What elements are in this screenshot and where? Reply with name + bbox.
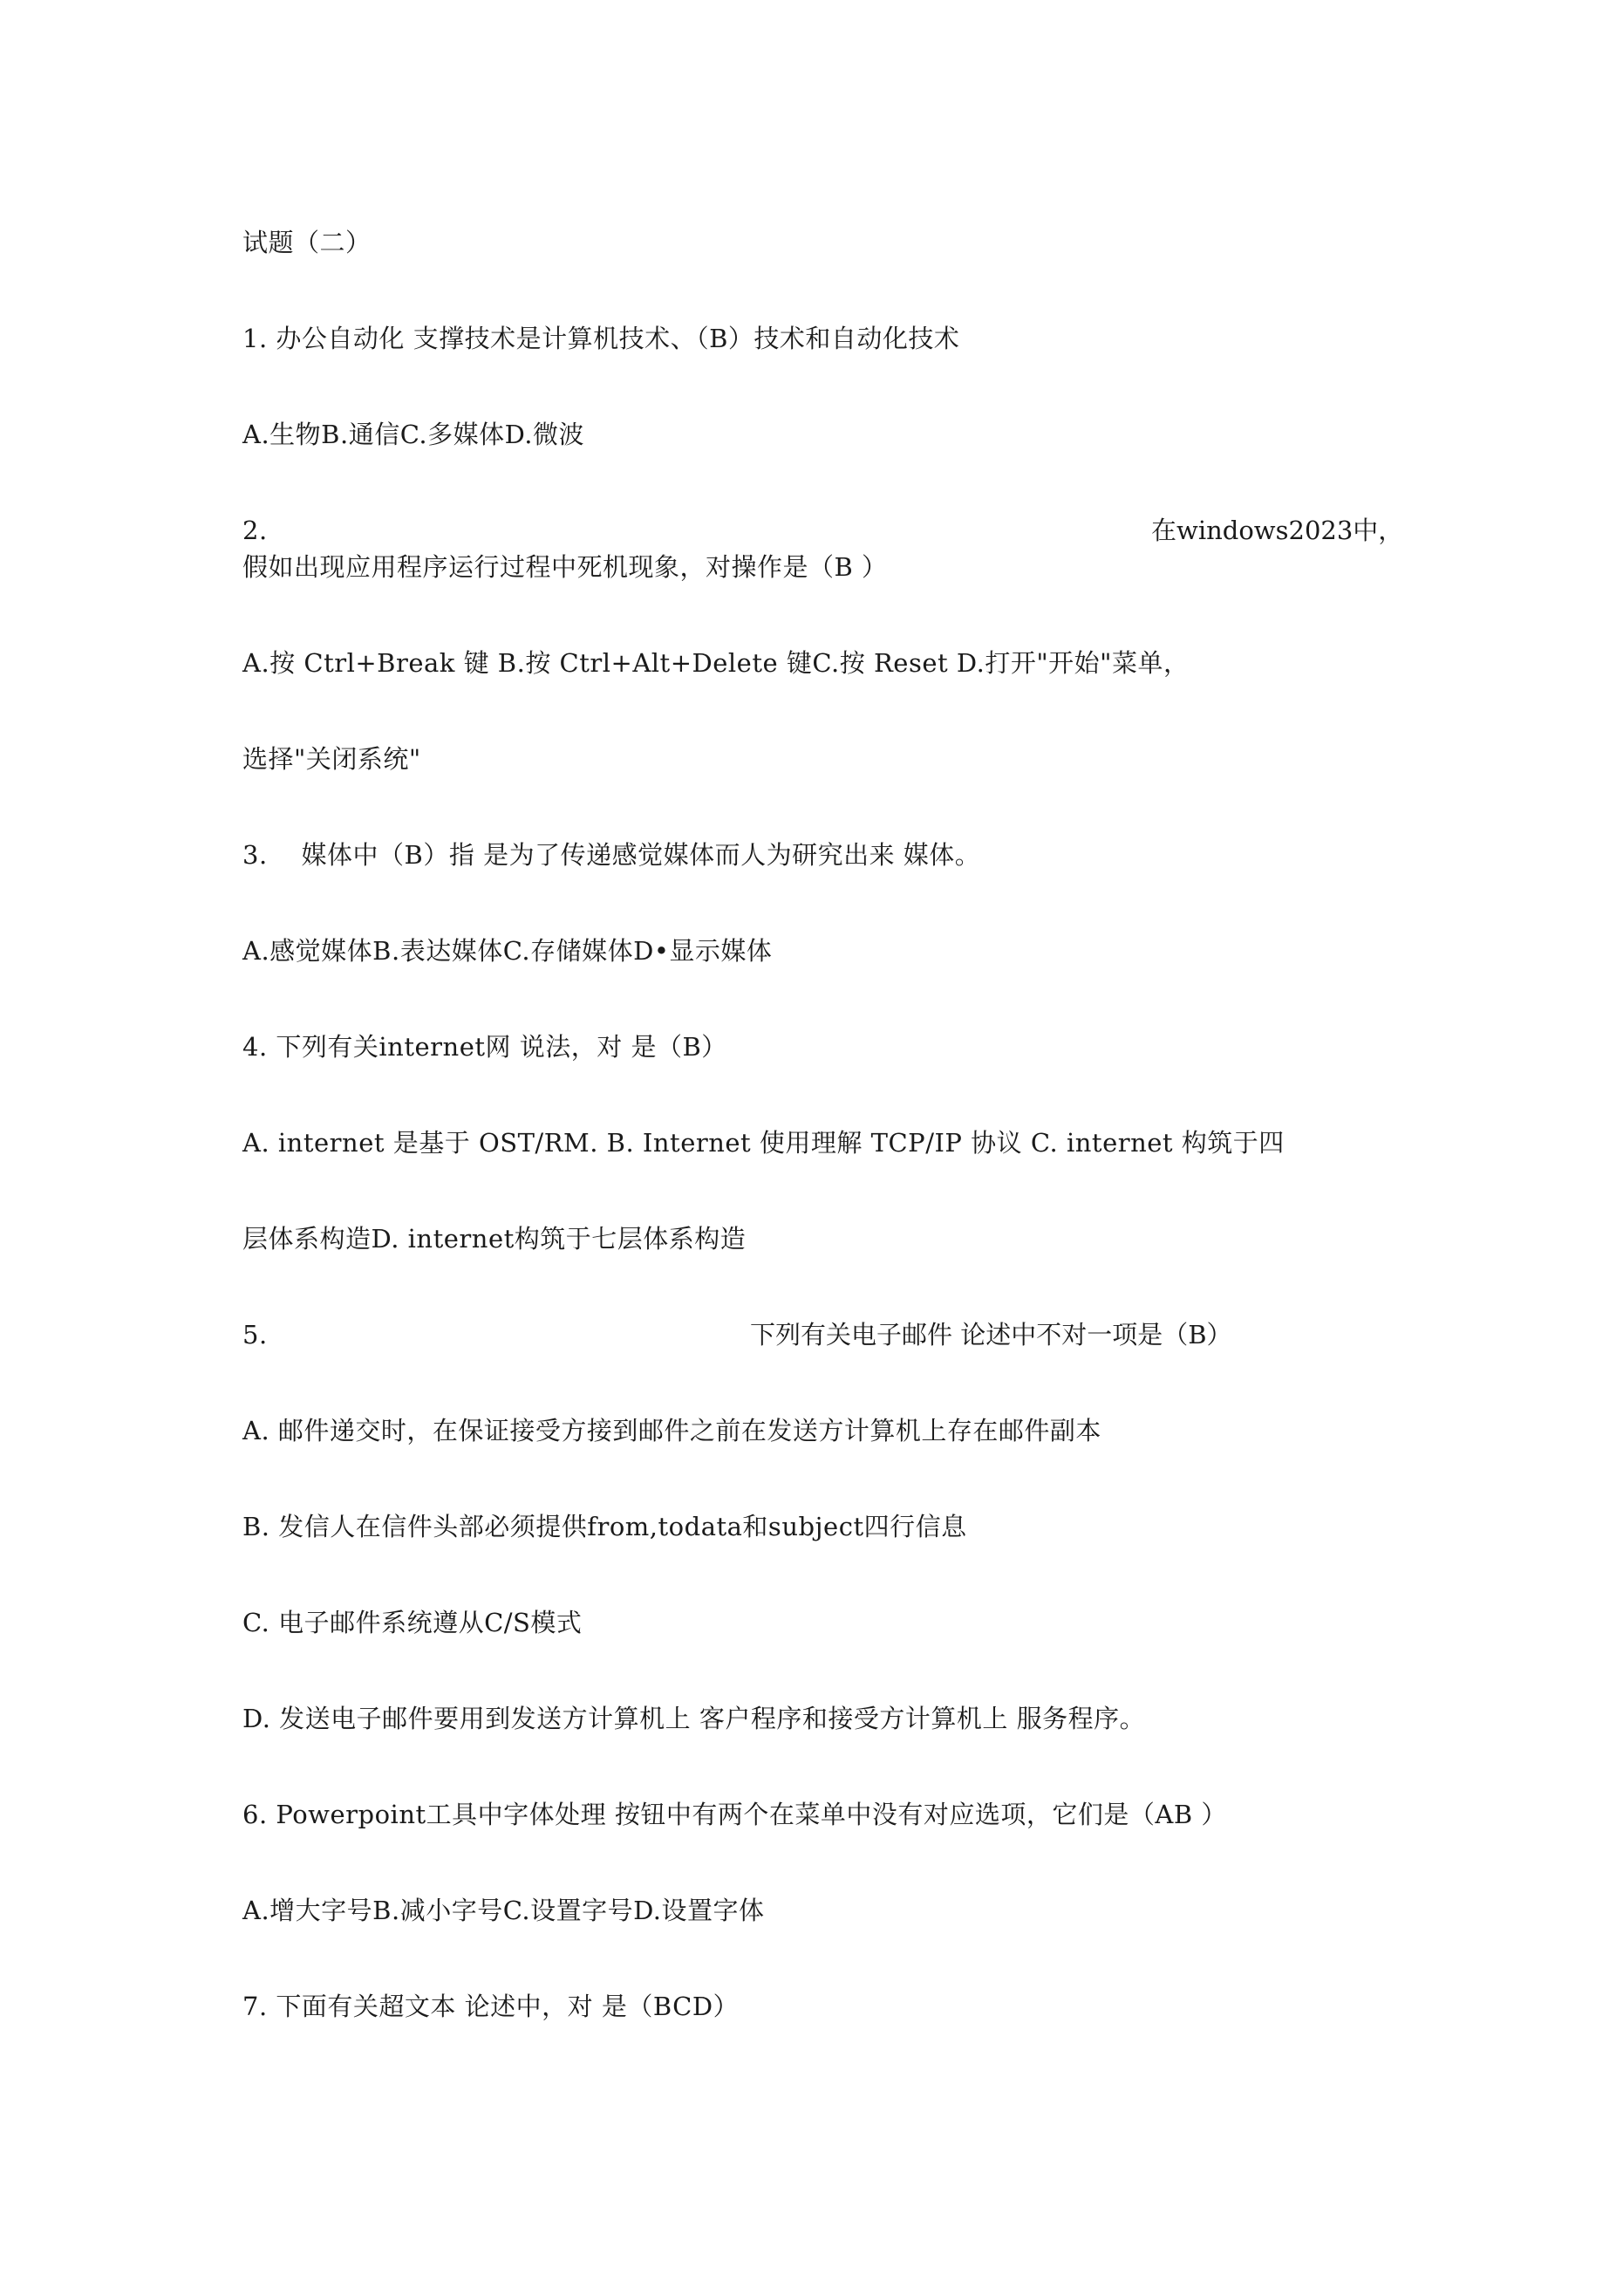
question-5-number: 5.: [242, 1320, 268, 1350]
question-2-stem-continued: 假如出现应用程序运行过程中死机现象，对操作是（B ）: [242, 552, 888, 582]
question-2-stem-right: 在windows2023中，: [1151, 516, 1404, 545]
question-2-options-line-1: A.按 Ctrl+Break 键 B.按 Ctrl+Alt+Delete 键C.按 Reset D.打开"开始"菜单，: [242, 648, 1190, 678]
question-3-options: A.感觉媒体B.表达媒体C.存储媒体D•显示媒体: [242, 936, 773, 966]
question-1-stem: 1. 办公自动化 支撑技术是计算机技术、（B）技术和自动化技术: [242, 324, 960, 353]
question-5-option-c: C. 电子邮件系统遵从C/S模式: [242, 1608, 583, 1637]
question-5-stem: 下列有关电子邮件 论述中不对一项是（B）: [750, 1320, 1232, 1350]
question-4-stem: 4. 下列有关internet网 说法，对 是（B）: [242, 1032, 727, 1062]
question-6-stem: 6. Powerpoint工具中字体处理 按钮中有两个在菜单中没有对应选项，它们是（AB ）: [242, 1800, 1227, 1829]
question-3-stem: 3. 媒体中（B）指 是为了传递感觉媒体而人为研究出来 媒体。: [242, 840, 981, 870]
question-5-option-d: D. 发送电子邮件要用到发送方计算机上 客户程序和接受方计算机上 服务程序。: [242, 1704, 1146, 1733]
question-7-stem: 7. 下面有关超文本 论述中，对 是（BCD）: [242, 1992, 740, 2021]
question-4-options-line-2: 层体系构造D. internet构筑于七层体系构造: [242, 1224, 747, 1254]
question-4-options-line-1: A. internet 是基于 OST/RM. B. Internet 使用理解 TCP/IP 协议 C. internet 构筑于四: [242, 1128, 1285, 1158]
document-title: 试题（二）: [242, 228, 372, 257]
question-5-option-b: B. 发信人在信件头部必须提供from,todata和subject四行信息: [242, 1512, 967, 1541]
question-2-options-line-2: 选择"关闭系统": [242, 744, 421, 774]
question-1-options: A.生物B.通信C.多媒体D.微波: [242, 420, 584, 449]
question-2-number: 2.: [242, 516, 268, 545]
question-6-options: A.增大字号B.减小字号C.设置字号D.设置字体: [242, 1896, 765, 1925]
question-5-option-a: A. 邮件递交时，在保证接受方接到邮件之前在发送方计算机上存在邮件副本: [242, 1416, 1101, 1445]
